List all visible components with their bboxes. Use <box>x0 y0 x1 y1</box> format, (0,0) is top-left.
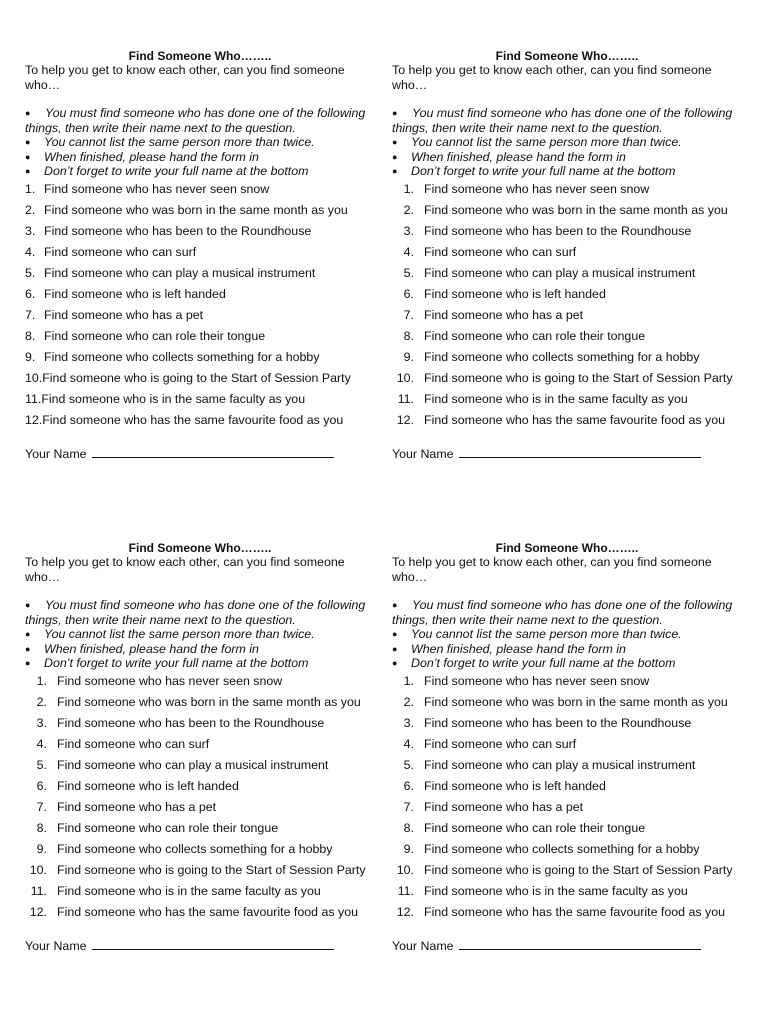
question-text: Find someone who can role their tongue <box>57 821 279 835</box>
rule-item <box>392 598 742 627</box>
question-item <box>392 203 742 224</box>
worksheet-top-left <box>25 49 375 461</box>
question-text: Find someone who has a pet <box>424 308 584 322</box>
question-number: 5. <box>25 266 36 280</box>
name-blank-field[interactable] <box>459 939 701 950</box>
rule-item <box>25 164 375 179</box>
questions-list <box>25 182 375 434</box>
question-number: 7. <box>403 308 414 322</box>
question-text: Find someone who is in the same faculty as you <box>57 884 321 898</box>
question-text: Find someone who has a pet <box>424 800 584 814</box>
question-item <box>392 842 742 863</box>
question-number: 8. <box>403 821 414 835</box>
question-text: Find someone who is in the same faculty as you <box>424 392 688 406</box>
question-text: Find someone who is going to the Start of Session Party <box>424 863 733 877</box>
rule-item <box>25 598 375 627</box>
question-item <box>25 371 375 392</box>
question-text: Find someone who is going to the Start of Session Party <box>57 863 366 877</box>
question-text: Find someone who can play a musical instrument <box>57 758 329 772</box>
question-text: Find someone who can surf <box>44 245 197 259</box>
question-item <box>25 779 375 800</box>
question-number: 4. <box>25 245 36 259</box>
worksheet-bottom-right <box>392 541 742 953</box>
question-item <box>392 716 742 737</box>
rule-text: You cannot list the same person more than twice. <box>411 627 682 641</box>
rule-text: Don’t forget to write your full name at the bottom <box>411 656 676 670</box>
bullet-icon: ● <box>392 600 398 610</box>
bullet-icon: ● <box>392 166 398 176</box>
question-number: 4. <box>36 737 47 751</box>
question-text: Find someone who has never seen snow <box>44 182 270 196</box>
question-text: Find someone who collects something for a hobby <box>424 350 700 364</box>
question-item <box>25 674 375 695</box>
worksheet-title: Find Someone Who…….. <box>495 541 639 555</box>
rule-item <box>392 642 742 657</box>
rules-list <box>25 598 375 670</box>
question-item <box>392 905 742 926</box>
bullet-icon: ● <box>25 643 31 654</box>
worksheet-top-right <box>392 49 742 461</box>
question-number: 10. <box>25 371 43 385</box>
rule-text: Don’t forget to write your full name at the bottom <box>44 656 309 670</box>
question-number: 4. <box>403 737 414 751</box>
question-text: Find someone who has never seen snow <box>424 182 650 196</box>
questions-list <box>392 182 742 434</box>
question-item <box>392 884 742 905</box>
rule-item <box>25 627 375 642</box>
question-text: Find someone who is in the same faculty as you <box>424 884 688 898</box>
question-item <box>392 413 742 434</box>
question-text: Find someone who has been to the Roundhouse <box>424 716 692 730</box>
question-text: Find someone who can play a musical instrument <box>44 266 316 280</box>
your-name-line <box>392 447 742 461</box>
question-text: Find someone who has the same favourite food as you <box>57 905 358 919</box>
question-item <box>392 779 742 800</box>
rule-text: You cannot list the same person more than twice. <box>411 135 682 149</box>
rule-item <box>25 106 375 135</box>
rule-item <box>25 135 375 150</box>
question-item <box>392 182 742 203</box>
bullet-icon: ● <box>392 108 398 118</box>
rules-list <box>25 106 375 178</box>
question-item <box>392 737 742 758</box>
question-number: 9. <box>403 350 414 364</box>
question-item <box>25 224 375 245</box>
question-number: 7. <box>403 800 414 814</box>
question-text: Find someone who is going to the Start of Session Party <box>424 371 733 385</box>
question-item <box>392 758 742 779</box>
question-number: 10. <box>396 371 414 385</box>
question-text: Find someone who has never seen snow <box>57 674 283 688</box>
rule-text: When finished, please hand the form in <box>44 149 259 164</box>
question-text: Find someone who collects something for a hobby <box>44 350 320 364</box>
question-number: 5. <box>403 266 414 280</box>
rule-item <box>392 656 742 671</box>
rule-text: When finished, please hand the form in <box>411 149 626 164</box>
question-text: Find someone who is left handed <box>57 779 239 793</box>
your-name-line <box>25 939 375 953</box>
question-number: 1. <box>403 182 414 196</box>
question-text: Find someone who has been to the Roundhouse <box>44 224 312 238</box>
question-item <box>25 413 375 434</box>
question-item <box>25 245 375 266</box>
question-number: 9. <box>36 842 47 856</box>
question-number: 12. <box>25 413 43 427</box>
question-number: 3. <box>25 224 36 238</box>
questions-list <box>25 674 375 926</box>
question-text: Find someone who has the same favourite food as you <box>424 413 725 427</box>
question-number: 12. <box>29 905 47 919</box>
question-number: 9. <box>403 842 414 856</box>
bullet-icon: ● <box>392 643 398 654</box>
question-number: 6. <box>403 287 414 301</box>
question-item <box>25 737 375 758</box>
rule-text: You cannot list the same person more than twice. <box>44 627 315 641</box>
name-blank-field[interactable] <box>92 447 334 458</box>
your-name-label: Your Name <box>25 447 87 461</box>
question-number: 3. <box>36 716 47 730</box>
question-text: Find someone who is left handed <box>424 287 606 301</box>
question-text: Find someone who is left handed <box>44 287 226 301</box>
question-number: 5. <box>403 758 414 772</box>
rule-text: You must find someone who has done one of the following things, then write their name next to the question. <box>25 598 366 627</box>
rule-item <box>25 150 375 165</box>
question-number: 12. <box>396 905 414 919</box>
question-item <box>25 266 375 287</box>
question-number: 7. <box>25 308 36 322</box>
name-blank-field[interactable] <box>459 447 701 458</box>
question-item <box>392 329 742 350</box>
question-number: 6. <box>25 287 36 301</box>
rule-item <box>25 642 375 657</box>
your-name-label: Your Name <box>392 939 454 953</box>
question-number: 4. <box>403 245 414 259</box>
question-item <box>25 308 375 329</box>
question-text: Find someone who can surf <box>57 737 210 751</box>
bullet-icon: ● <box>25 137 31 147</box>
your-name-line <box>25 447 375 461</box>
worksheet-title: Find Someone Who…….. <box>128 541 272 555</box>
question-number: 7. <box>36 800 47 814</box>
question-text: Find someone who collects something for a hobby <box>424 842 700 856</box>
question-item <box>392 371 742 392</box>
bullet-icon: ● <box>392 137 398 147</box>
rule-item <box>392 627 742 642</box>
question-text: Find someone who can surf <box>424 737 577 751</box>
question-number: 11. <box>397 884 414 898</box>
question-number: 3. <box>403 224 414 238</box>
rule-item <box>392 164 742 179</box>
bullet-icon: ● <box>25 166 31 176</box>
question-item <box>25 758 375 779</box>
worksheet-title: Find Someone Who…….. <box>128 49 272 63</box>
question-text: Find someone who is going to the Start of Session Party <box>42 371 351 385</box>
question-number: 8. <box>403 329 414 343</box>
question-number: 9. <box>25 350 36 364</box>
question-item <box>25 821 375 842</box>
question-text: Find someone who has been to the Roundhouse <box>57 716 325 730</box>
question-number: 2. <box>25 203 36 217</box>
question-text: Find someone who has a pet <box>57 800 217 814</box>
rule-item <box>392 135 742 150</box>
question-number: 11. <box>30 884 47 898</box>
question-text: Find someone who has the same favourite food as you <box>42 413 344 427</box>
rule-text: You must find someone who has done one of the following things, then write their name next to the question. <box>392 598 733 627</box>
question-item <box>392 245 742 266</box>
bullet-icon: ● <box>25 108 31 118</box>
question-number: 1. <box>25 182 36 196</box>
question-text: Find someone who can role their tongue <box>424 329 646 343</box>
question-text: Find someone who can role their tongue <box>44 329 266 343</box>
worksheet-bottom-left <box>25 541 375 953</box>
your-name-label: Your Name <box>25 939 87 953</box>
bullet-icon: ● <box>25 629 31 639</box>
question-item <box>25 350 375 371</box>
question-text: Find someone who can surf <box>424 245 577 259</box>
rule-item <box>25 656 375 671</box>
name-blank-field[interactable] <box>92 939 334 950</box>
question-item <box>25 329 375 350</box>
worksheet-intro: To help you get to know each other, can you find someone who… <box>25 555 345 584</box>
question-text: Find someone who was born in the same month as you <box>44 203 348 217</box>
question-text: Find someone who has been to the Roundhouse <box>424 224 692 238</box>
worksheet-intro: To help you get to know each other, can you find someone who… <box>392 63 712 92</box>
question-number: 10. <box>29 863 47 877</box>
bullet-icon: ● <box>392 151 398 162</box>
question-text: Find someone who was born in the same month as you <box>424 203 728 217</box>
question-item <box>392 674 742 695</box>
question-item <box>392 392 742 413</box>
questions-list <box>392 674 742 926</box>
question-text: Find someone who was born in the same month as you <box>57 695 361 709</box>
question-text: Find someone who can play a musical instrument <box>424 758 696 772</box>
question-number: 11. <box>25 392 42 406</box>
worksheet-intro: To help you get to know each other, can you find someone who… <box>392 555 712 584</box>
rule-item <box>392 106 742 135</box>
question-number: 8. <box>36 821 47 835</box>
your-name-label: Your Name <box>392 447 454 461</box>
question-text: Find someone who is left handed <box>424 779 606 793</box>
question-number: 6. <box>36 779 47 793</box>
rule-text: When finished, please hand the form in <box>411 641 626 656</box>
question-number: 1. <box>403 674 414 688</box>
question-item <box>392 287 742 308</box>
question-text: Find someone who has the same favourite food as you <box>424 905 725 919</box>
question-number: 2. <box>36 695 47 709</box>
question-number: 10. <box>396 863 414 877</box>
question-item <box>25 695 375 716</box>
question-text: Find someone who has never seen snow <box>424 674 650 688</box>
rule-text: You must find someone who has done one of the following things, then write their name next to the question. <box>392 106 733 135</box>
question-item <box>25 800 375 821</box>
worksheet-title: Find Someone Who…….. <box>495 49 639 63</box>
question-text: Find someone who can play a musical instrument <box>424 266 696 280</box>
question-number: 2. <box>403 203 414 217</box>
question-text: Find someone who has a pet <box>44 308 204 322</box>
bullet-icon: ● <box>25 658 31 668</box>
question-item <box>25 716 375 737</box>
question-item <box>25 884 375 905</box>
question-number: 3. <box>403 716 414 730</box>
question-number: 8. <box>25 329 36 343</box>
question-item <box>392 821 742 842</box>
rule-text: You must find someone who has done one of the following things, then write their name next to the question. <box>25 106 366 135</box>
question-item <box>25 182 375 203</box>
question-text: Find someone who was born in the same month as you <box>424 695 728 709</box>
question-number: 1. <box>36 674 47 688</box>
question-item <box>25 392 375 413</box>
rule-text: Don’t forget to write your full name at the bottom <box>411 164 676 178</box>
question-item <box>25 842 375 863</box>
question-item <box>392 800 742 821</box>
question-item <box>25 203 375 224</box>
question-number: 12. <box>396 413 414 427</box>
rules-list <box>392 598 742 670</box>
rule-text: You cannot list the same person more than twice. <box>44 135 315 149</box>
question-number: 2. <box>403 695 414 709</box>
question-item <box>392 308 742 329</box>
question-text: Find someone who is in the same faculty as you <box>41 392 306 406</box>
question-text: Find someone who can role their tongue <box>424 821 646 835</box>
bullet-icon: ● <box>25 600 31 610</box>
question-item <box>392 224 742 245</box>
your-name-line <box>392 939 742 953</box>
question-item <box>392 863 742 884</box>
rule-text: Don’t forget to write your full name at the bottom <box>44 164 309 178</box>
question-number: 11. <box>397 392 414 406</box>
question-text: Find someone who collects something for a hobby <box>57 842 333 856</box>
question-item <box>25 863 375 884</box>
question-item <box>25 287 375 308</box>
question-item <box>392 350 742 371</box>
question-number: 5. <box>36 758 47 772</box>
bullet-icon: ● <box>392 629 398 639</box>
worksheet-intro: To help you get to know each other, can you find someone who… <box>25 63 345 92</box>
bullet-icon: ● <box>25 151 31 162</box>
question-item <box>392 695 742 716</box>
bullet-icon: ● <box>392 658 398 668</box>
question-item <box>25 905 375 926</box>
rule-item <box>392 150 742 165</box>
question-number: 6. <box>403 779 414 793</box>
rule-text: When finished, please hand the form in <box>44 641 259 656</box>
question-item <box>392 266 742 287</box>
rules-list <box>392 106 742 178</box>
